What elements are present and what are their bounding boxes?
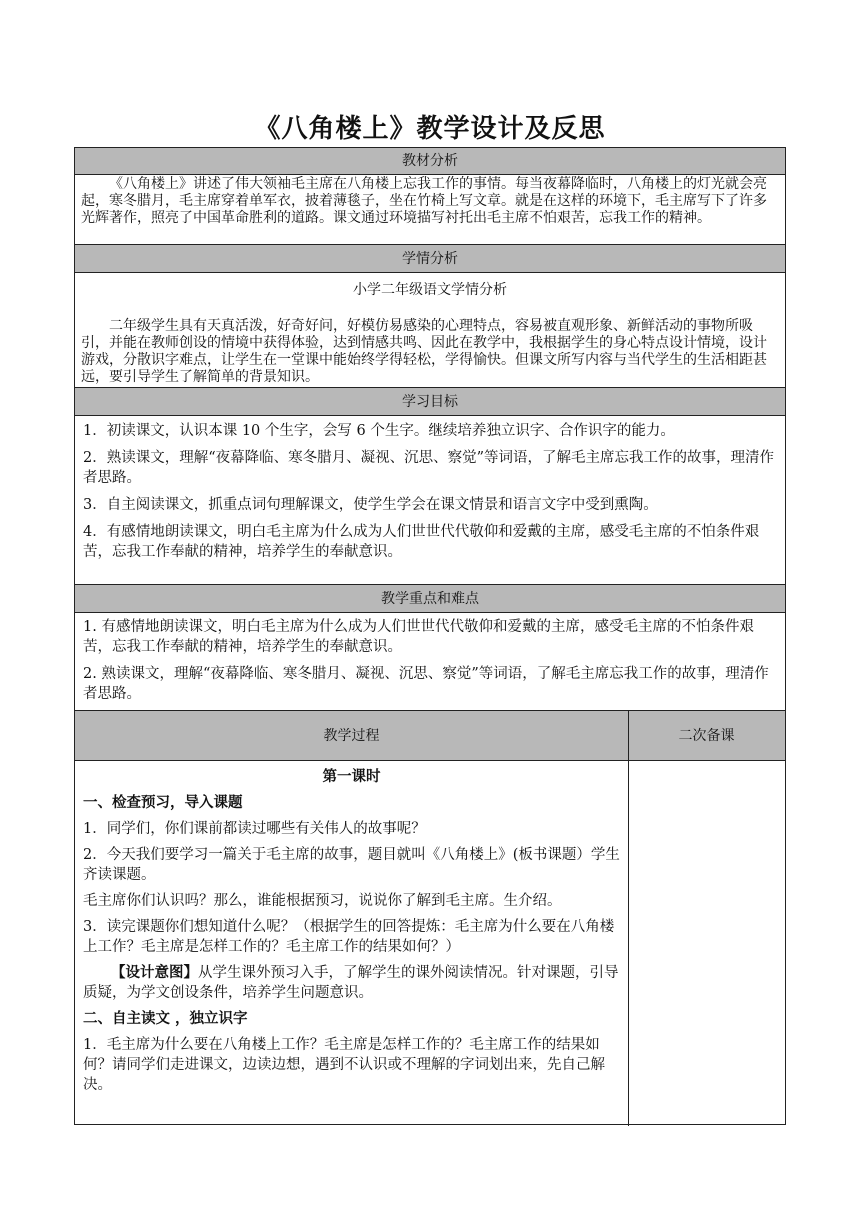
goal-item: 2．熟读课文，理解“夜幕降临、寒冬腊月、凝视、沉思、察觉”等词语，了解毛主席忘我工作的故事，理清作者思路。 bbox=[83, 450, 775, 486]
process-header-right: 二次备课 bbox=[678, 728, 735, 744]
process-content bbox=[75, 761, 628, 1124]
student-analysis-subtitle: 小学二年级语文学情分析 bbox=[353, 282, 507, 298]
learning-goals-title: 学习目标 bbox=[402, 394, 458, 410]
key-point-item: 2. 熟读课文，理解“夜幕降临、寒冬腊月、凝视、沉思、察觉”等词语，了解毛主席忘我工作的故事，理清作者思路。 bbox=[83, 666, 769, 702]
key-points-header bbox=[75, 585, 785, 613]
lesson-label: 第一课时 bbox=[322, 768, 381, 785]
page-title: 《八角楼上》教学设计及反思 bbox=[254, 114, 606, 144]
process-header-row bbox=[75, 711, 785, 761]
material-analysis-header bbox=[75, 148, 785, 175]
part1-title: 一、检查预习，导入课题 bbox=[83, 794, 243, 811]
process-item: 3．读完课题你们想知道什么呢？（根据学生的回答提炼：毛主席为什么要在八角楼上工作？毛主席是怎样工作的？毛主席工作的结果如何？） bbox=[83, 919, 615, 955]
design-intent-label: 【设计意图】 bbox=[111, 964, 198, 981]
material-analysis-title: 教材分析 bbox=[402, 153, 458, 169]
design-intent-text: 从学生课外预习入手，了解学生的课外阅读情况。针对课题，引导质疑，为学文创设条件，培养学生问题意识。 bbox=[83, 965, 619, 1001]
student-analysis-title: 学情分析 bbox=[402, 251, 458, 267]
material-analysis-text: 《八角楼上》讲述了伟大领袖毛主席在八角楼上忘我工作的事情。每当夜幕降临时，八角楼上的灯光就会亮起，寒冬腊月，毛主席穿着单军衣，披着薄毯子，坐在竹椅上写文章。就是在这样的环境下，毛主席写下了许多光辉著作，照亮了中国革命胜利的道路。课文通过环境描写衬托出毛主席不怕艰苦，忘我工作的精神。 bbox=[81, 176, 767, 226]
goal-item: 4．有感情地朗读课文，明白毛主席为什么成为人们世世代代敬仰和爱戴的主席，感受毛主席的不怕条件艰苦，忘我工作奉献的精神，培养学生的奉献意识。 bbox=[83, 524, 760, 560]
student-analysis-header bbox=[75, 245, 785, 273]
goal-item: 1．初读课文，认识本课 10 个生字，会写 6 个生字。继续培养独立识字、合作识字的能力。 bbox=[83, 423, 675, 439]
key-point-item: 1. 有感情地朗读课文，明白毛主席为什么成为人们世世代代敬仰和爱戴的主席，感受毛主席的不怕条件艰苦，忘我工作奉献的精神，培养学生的奉献意识。 bbox=[83, 619, 754, 655]
learning-goals-header bbox=[75, 388, 785, 416]
learning-goals-cell bbox=[75, 416, 785, 585]
student-analysis-text: 二年级学生具有天真活泼，好奇好问，好模仿易感染的心理特点，容易被直观形象、新鲜活动的事物所吸引，并能在教师创设的情境中获得体验，达到情感共鸣、因此在教学中，我根据学生的身心特点设计情境，设计游戏，分散识字难点，让学生在一堂课中能始终学得轻松，学得愉快。但课文所写内容与当代学生的生活相距甚远，要引导学生了解简单的背景知识。 bbox=[81, 318, 767, 385]
key-points-list bbox=[75, 617, 785, 704]
process-item: 1．同学们，你们课前都读过哪些有关伟人的故事呢？ bbox=[83, 821, 426, 837]
learning-goals-list bbox=[75, 421, 785, 562]
key-points-cell bbox=[75, 613, 785, 711]
part2-title: 二、自主读文 ，独立识字 bbox=[83, 1010, 248, 1027]
key-points-title: 教学重点和难点 bbox=[381, 591, 479, 607]
process-item: 毛主席你们认识吗？那么，谁能根据预习，说说你了解到毛主席。生介绍。 bbox=[83, 893, 562, 909]
material-analysis-cell bbox=[75, 175, 785, 245]
design-intent bbox=[83, 963, 620, 1003]
process-item: 1．毛主席为什么要在八角楼上工作？毛主席是怎样工作的？毛主席工作的结果如何？请同学们走进课文，边读边想，遇到不认识或不理解的字词划出来，先自己解决。 bbox=[83, 1037, 605, 1093]
student-analysis-cell bbox=[75, 273, 785, 388]
process-item: 2．今天我们要学习一篇关于毛主席的故事，题目就叫《八角楼上》(板书课题）学生齐读课题。 bbox=[83, 847, 620, 883]
goal-item: 3．自主阅读课文，抓重点词句理解课文，使学生学会在课文情景和语言文字中受到熏陶。 bbox=[83, 497, 658, 513]
lesson-plan-table bbox=[74, 147, 786, 1125]
column-divider bbox=[628, 711, 629, 1126]
process-header-left: 教学过程 bbox=[323, 728, 380, 744]
